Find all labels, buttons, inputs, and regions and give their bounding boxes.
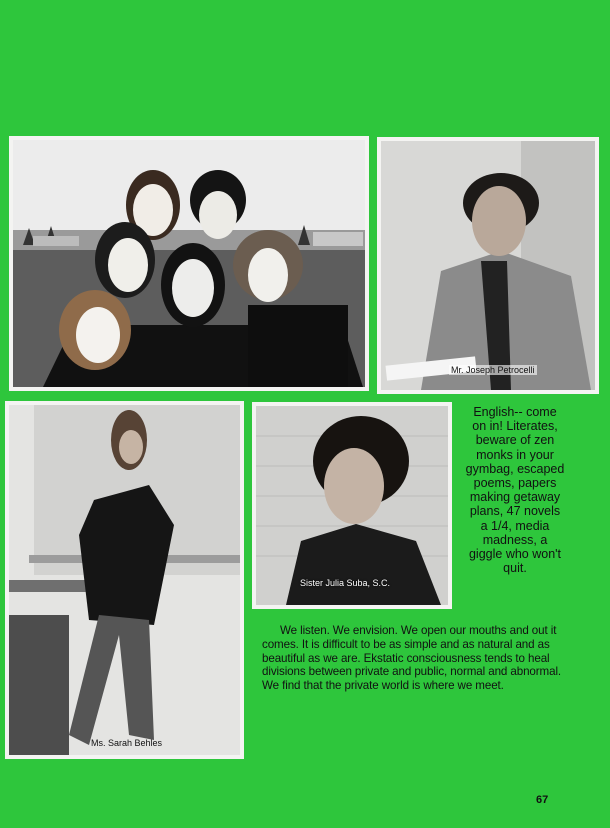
group-photo-image: [13, 140, 365, 387]
group-photo: [9, 136, 369, 391]
page-number: 67: [536, 794, 549, 806]
teacher-photo-behles-image: [9, 405, 240, 755]
teacher-photo-suba-image: [256, 406, 448, 605]
suba-illustration: [256, 406, 448, 605]
behles-illustration: [9, 405, 240, 755]
body-text-content: We listen. We envision. We open our mouths and out it comes. It is difficult to be as simple and as natural and as beautiful as we are. Ekstatic consciousness tends to heal divisions between private and public, normal and abnormal. We find that the private world is where we meet.: [262, 624, 562, 693]
teacher-caption-suba: Sister Julia Suba, S.C.: [300, 578, 391, 588]
teacher-photo-petrocelli-image: [381, 141, 595, 390]
petrocelli-illustration: [381, 141, 595, 390]
teacher-photo-suba: [252, 402, 452, 609]
teacher-photo-behles: [5, 401, 244, 759]
side-text: English-- come on in! Literates, beware of zen monks in your gymbag, escaped poems, papers making getaway plans, 47 novels a 1/4, media madness, a giggle who won't quit.: [465, 405, 565, 576]
teacher-caption-behles: Ms. Sarah Behles: [91, 738, 163, 748]
group-photo-illustration: [13, 140, 365, 387]
body-text: [262, 624, 562, 693]
teacher-caption-petrocelli: Mr. Joseph Petrocelli: [451, 365, 535, 375]
teacher-photo-petrocelli: [377, 137, 599, 394]
